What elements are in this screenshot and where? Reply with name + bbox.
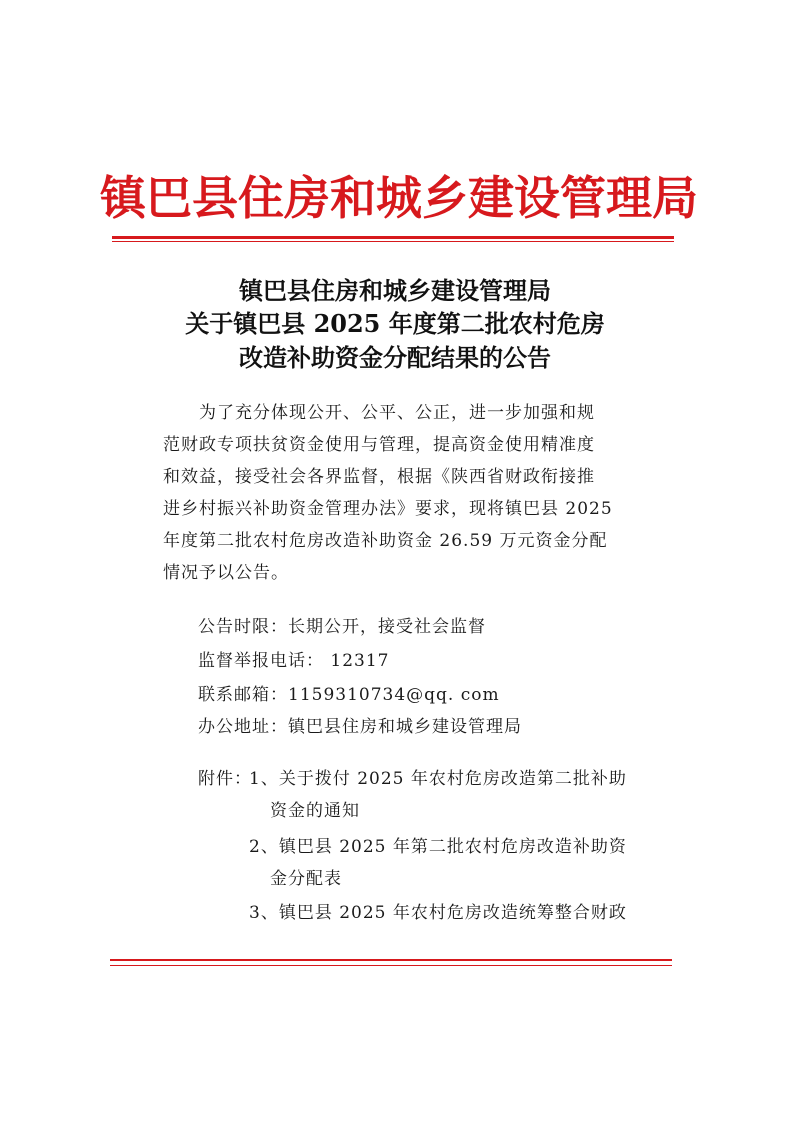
- doc-title-line1: 镇巴县住房和城乡建设管理局: [239, 276, 551, 305]
- report-phone: 监督举报电话： 12317: [198, 651, 390, 671]
- attachment-item-1: 1、关于拨付 2025 年农村危房改造第二批补助: [249, 769, 627, 789]
- office-address: 办公地址：镇巴县住房和城乡建设管理局: [198, 717, 522, 737]
- attachment-item-1-cont: 资金的通知: [270, 801, 360, 821]
- body-paragraph-line: 范财政专项扶贫资金使用与管理，提高资金使用精准度: [163, 435, 595, 455]
- attachment-item-2-cont: 金分配表: [270, 869, 342, 889]
- letterhead-rule-top: [112, 236, 674, 239]
- attachment-item-2: 2、镇巴县 2025 年第二批农村危房改造补助资: [249, 837, 627, 857]
- body-paragraph-line: 年度第二批农村危房改造补助资金 26.59 万元资金分配: [163, 531, 608, 551]
- attachments-label: 附件：: [198, 769, 252, 789]
- notice-period: 公告时限：长期公开，接受社会监督: [198, 617, 486, 637]
- footer-rule-top: [110, 959, 672, 961]
- body-paragraph-line: 情况予以公告。: [163, 563, 289, 583]
- doc-title-line3: 改造补助资金分配结果的公告: [239, 343, 551, 372]
- doc-title-line2: 关于镇巴县 2025 年度第二批农村危房: [185, 309, 605, 338]
- contact-email: 联系邮箱：1159310734@qq. com: [198, 685, 500, 705]
- body-paragraph-line: 为了充分体现公开、公平、公正，进一步加强和规: [163, 403, 595, 423]
- footer-rule-bottom: [110, 965, 672, 966]
- attachment-item-3: 3、镇巴县 2025 年农村危房改造统筹整合财政: [249, 903, 627, 923]
- letterhead-rule-bottom: [112, 241, 674, 242]
- body-paragraph-line: 进乡村振兴补助资金管理办法》要求，现将镇巴县 2025: [163, 499, 613, 519]
- letterhead-org-name: 镇巴县住房和城乡建设管理局: [100, 171, 698, 225]
- body-paragraph-line: 和效益，接受社会各界监督，根据《陕西省财政衔接推: [163, 467, 595, 487]
